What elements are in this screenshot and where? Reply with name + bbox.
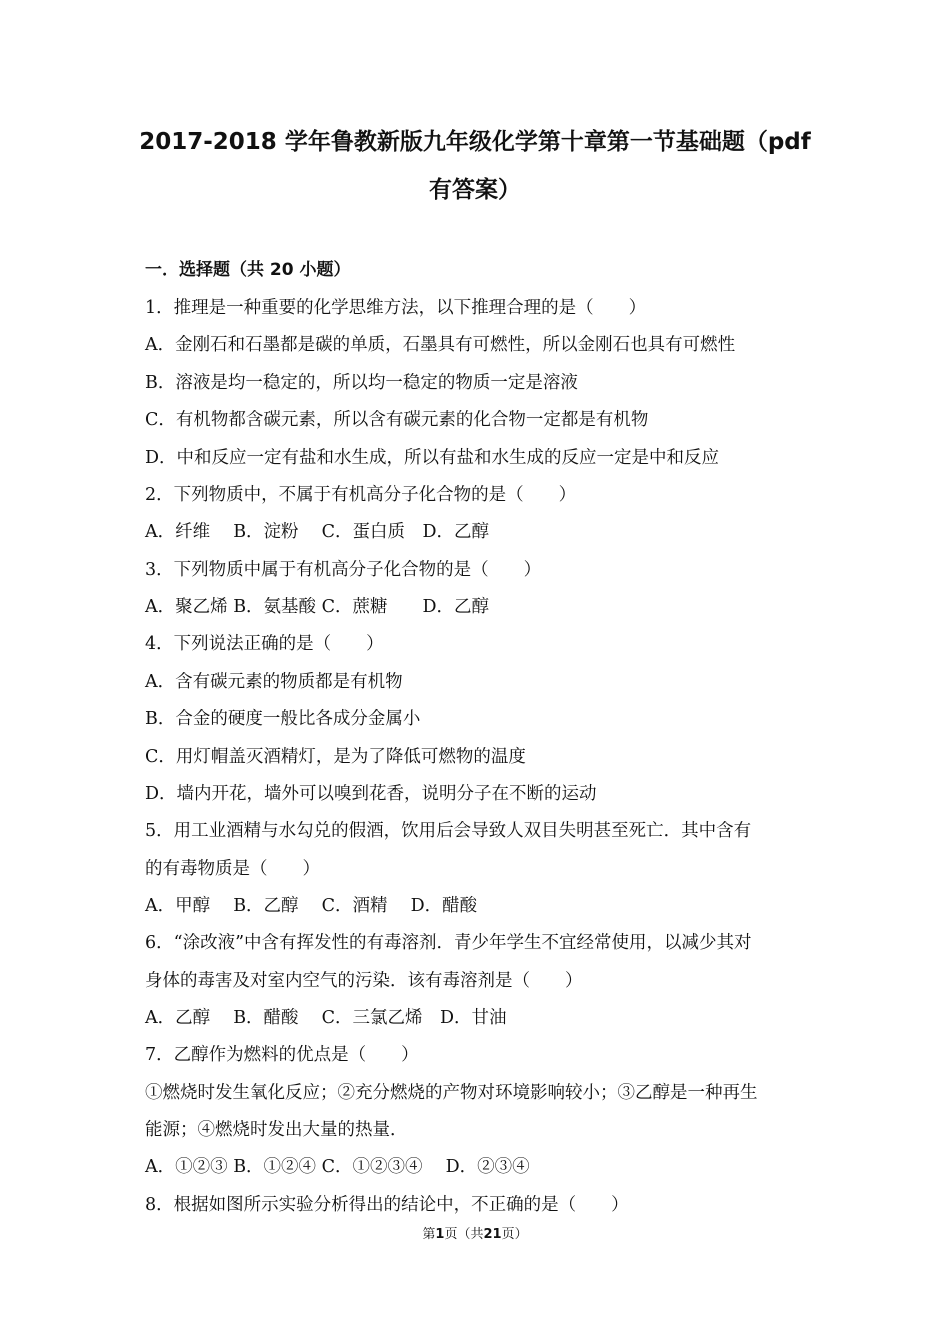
question-6-stem-line-2: 身体的毒害及对室内空气的污染．该有毒溶剂是（ ）: [145, 971, 583, 991]
question-2-options: A．纤维 B．淀粉 C．蛋白质 D．乙醇: [145, 522, 490, 542]
footer-page-number: 1: [435, 1227, 445, 1242]
question-8-stem: 8．根据如图所示实验分析得出的结论中，不正确的是（ ）: [145, 1195, 629, 1215]
question-7-options: A．①②③ B．①②④ C．①②③④ D．②③④: [145, 1157, 530, 1177]
question-4-option-d: D．墙内开花，墙外可以嗅到花香，说明分子在不断的运动: [145, 784, 597, 804]
question-1-option-d: D．中和反应一定有盐和水生成，所以有盐和水生成的反应一定是中和反应: [145, 448, 720, 468]
question-4-option-c: C．用灯帽盖灭酒精灯，是为了降低可燃物的温度: [145, 747, 526, 767]
question-4-stem: 4．下列说法正确的是（ ）: [145, 634, 384, 654]
question-5-stem-line-1: 5．用工业酒精与水勾兑的假酒，饮用后会导致人双目失明甚至死亡．其中含有: [145, 821, 752, 841]
question-1-option-b: B．溶液是均一稳定的，所以均一稳定的物质一定是溶液: [145, 373, 578, 393]
question-6-stem-line-1: 6．“涂改液”中含有挥发性的有毒溶剂．青少年学生不宜经常使用，以减少其对: [145, 933, 752, 953]
footer-total-pages: 21: [483, 1227, 502, 1242]
question-1-option-c: C．有机物都含碳元素，所以含有碳元素的化合物一定都是有机物: [145, 410, 649, 430]
question-3-options: A．聚乙烯 B．氨基酸 C．蔗糖 D．乙醇: [145, 597, 490, 617]
question-7-statement-line-2: 能源；④燃烧时发出大量的热量．: [145, 1120, 408, 1140]
footer-middle: 页（共: [444, 1227, 484, 1242]
question-7-stem: 7．乙醇作为燃料的优点是（ ）: [145, 1045, 419, 1065]
question-4-option-a: A．含有碳元素的物质都是有机物: [145, 672, 403, 692]
question-4-option-b: B．合金的硬度一般比各成分金属小: [145, 709, 421, 729]
question-6-options: A．乙醇 B．醋酸 C．三氯乙烯 D．甘油: [145, 1008, 507, 1028]
question-5-stem-line-2: 的有毒物质是（ ）: [145, 859, 320, 879]
footer-prefix: 第: [422, 1227, 436, 1242]
footer-suffix: 页）: [501, 1227, 528, 1242]
document-title-line-2: 有答案）: [429, 177, 521, 203]
question-1-stem: 1．推理是一种重要的化学思维方法，以下推理合理的是（ ）: [145, 298, 647, 318]
question-2-stem: 2．下列物质中，不属于有机高分子化合物的是（ ）: [145, 485, 577, 505]
section-heading: 一．选择题（共 20 小题）: [145, 260, 351, 280]
question-1-option-a: A．金刚石和石墨都是碳的单质，石墨具有可燃性，所以金刚石也具有可燃性: [145, 335, 736, 355]
question-7-statement-line-1: ①燃烧时发生氧化反应；②充分燃烧的产物对环境影响较小；③乙醇是一种再生: [145, 1083, 758, 1103]
question-5-options: A．甲醇 B．乙醇 C．酒精 D．醋酸: [145, 896, 478, 916]
page-footer: [0, 1226, 950, 1244]
document-title-line-1: 2017-2018 学年鲁教新版九年级化学第十章第一节基础题（pdf: [139, 129, 811, 155]
question-3-stem: 3．下列物质中属于有机高分子化合物的是（ ）: [145, 560, 542, 580]
